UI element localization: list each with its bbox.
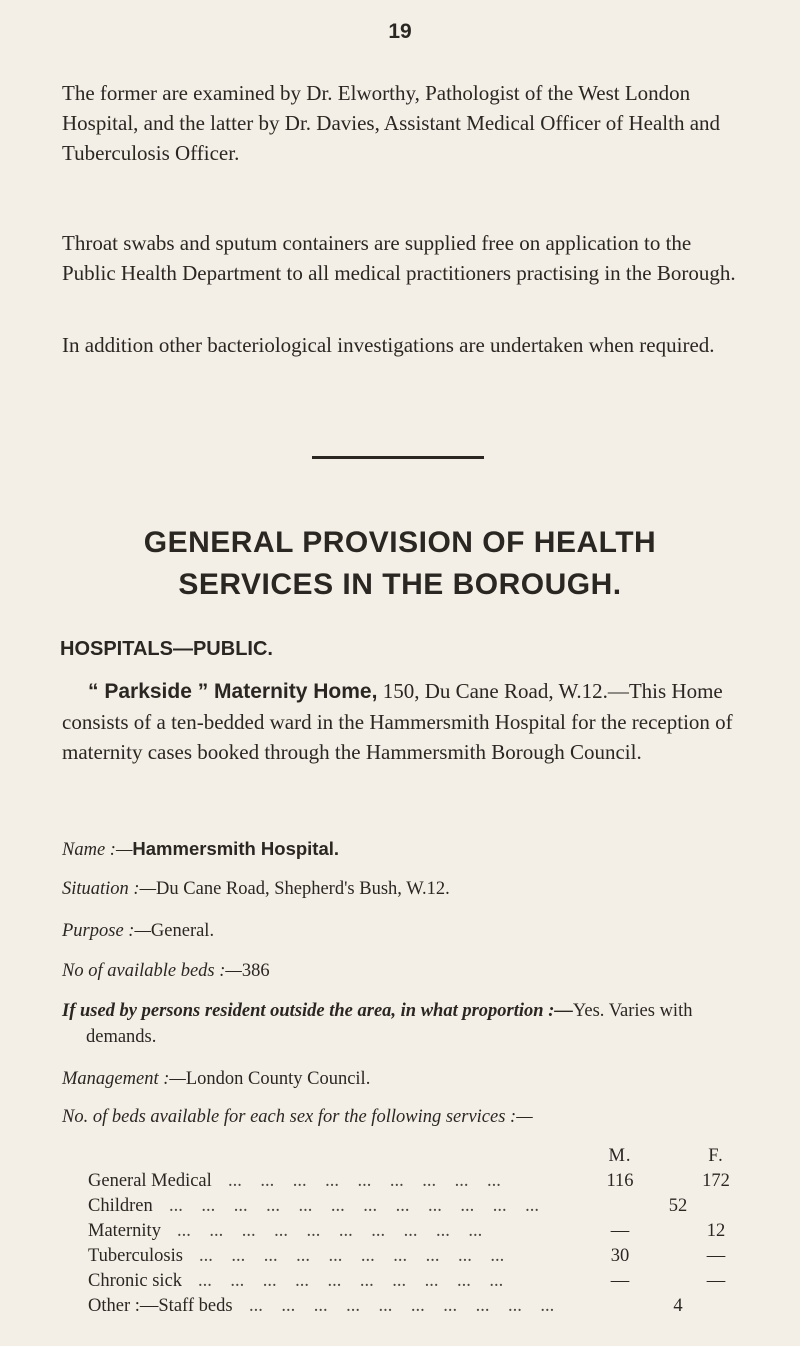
row-male-value: 116 bbox=[606, 1171, 634, 1191]
field-purpose-label: Purpose :— bbox=[62, 921, 151, 941]
dot-leader: ... ... ... ... ... ... ... ... ... ... bbox=[199, 1246, 523, 1266]
table-row bbox=[88, 1221, 748, 1246]
field-outside-residents-value: Yes. Varies with demands. bbox=[86, 1001, 693, 1047]
page-number: 19 bbox=[388, 20, 412, 43]
row-female-value: — bbox=[706, 1271, 726, 1291]
parkside-title: “ Parkside ” Maternity Home, bbox=[88, 680, 378, 703]
row-female-value: — bbox=[706, 1246, 726, 1266]
dot-leader: ... ... ... ... ... ... ... ... ... ... bbox=[198, 1271, 522, 1291]
dot-leader: ... ... ... ... ... ... ... ... ... ... bbox=[249, 1296, 573, 1316]
field-situation-label: Situation :— bbox=[62, 879, 157, 899]
main-title-line2: SERVICES IN THE BOROUGH. bbox=[178, 568, 622, 601]
row-female-value: 12 bbox=[706, 1221, 726, 1241]
field-management-label: Management :— bbox=[62, 1069, 186, 1089]
paragraph-parkside bbox=[62, 676, 742, 767]
table-row bbox=[88, 1196, 748, 1221]
header-male: M. bbox=[608, 1146, 632, 1166]
parkside-text: 150, Du Cane Road, W.12.—This Home consists of a ten-bedded ward in the Hammersmith Hospital for the reception of maternity cases booked through the Hammersmith Borough Council. bbox=[62, 679, 733, 764]
section-divider bbox=[312, 456, 484, 459]
row-label: Children bbox=[88, 1196, 153, 1216]
row-label: Other :—Staff beds bbox=[88, 1296, 233, 1316]
table-row bbox=[88, 1271, 748, 1296]
field-situation bbox=[62, 876, 742, 902]
main-title-line1: GENERAL PROVISION OF HEALTH bbox=[143, 526, 657, 559]
table-row bbox=[88, 1296, 748, 1321]
row-combined-value: 52 bbox=[668, 1196, 688, 1216]
table-row bbox=[88, 1171, 748, 1196]
row-label: General Medical bbox=[88, 1171, 212, 1191]
row-male-value: 30 bbox=[610, 1246, 630, 1266]
field-outside-residents-label: If used by persons resident outside the area, in what proportion :— bbox=[62, 1001, 573, 1021]
field-purpose bbox=[62, 918, 742, 944]
field-available-beds-value: 386 bbox=[241, 961, 270, 981]
row-combined-value: 4 bbox=[673, 1296, 683, 1316]
table-row bbox=[88, 1246, 748, 1271]
field-outside-residents bbox=[62, 998, 766, 1050]
paragraph-bacteriological: In addition other bacteriological investigations are undertaken when required. bbox=[62, 333, 715, 357]
row-label: Tuberculosis bbox=[88, 1246, 183, 1266]
field-services-heading bbox=[62, 1104, 742, 1130]
field-name-value: Hammersmith Hospital. bbox=[132, 838, 340, 859]
header-female: F. bbox=[708, 1146, 724, 1166]
field-management-value: London County Council. bbox=[185, 1069, 371, 1089]
field-available-beds bbox=[62, 958, 742, 984]
field-purpose-value: General. bbox=[150, 921, 215, 941]
section-heading-hospitals-public: HOSPITALS—PUBLIC. bbox=[60, 638, 273, 660]
row-label: Maternity bbox=[88, 1221, 161, 1241]
field-name-label: Name :— bbox=[62, 840, 133, 860]
field-name bbox=[62, 836, 742, 863]
row-label: Chronic sick bbox=[88, 1271, 183, 1291]
field-situation-value: Du Cane Road, Shepherd's Bush, W.12. bbox=[156, 879, 450, 899]
paragraph-pathologists: The former are examined by Dr. Elworthy, Pathologist of the West London Hospital, and the latter by Dr. Davies, Assistant Medical Officer of Health and Tuberculosis Officer. bbox=[62, 81, 721, 165]
beds-table bbox=[88, 1146, 748, 1321]
row-female-value: 172 bbox=[702, 1171, 730, 1191]
field-available-beds-label: No of available beds :— bbox=[62, 961, 242, 981]
row-male-value: — bbox=[610, 1221, 630, 1241]
dot-leader: ... ... ... ... ... ... ... ... ... bbox=[228, 1171, 520, 1191]
main-title bbox=[0, 522, 800, 606]
table-header-row bbox=[88, 1146, 748, 1171]
field-services-label: No. of beds available for each sex for the following services :— bbox=[62, 1107, 533, 1127]
row-male-value: — bbox=[610, 1271, 630, 1291]
paragraph-throat-swabs: Throat swabs and sputum containers are supplied free on application to the Public Health Department to all medical practitioners practising in the Borough. bbox=[62, 231, 736, 285]
field-management bbox=[62, 1066, 742, 1092]
dot-leader: ... ... ... ... ... ... ... ... ... ... bbox=[177, 1221, 501, 1241]
dot-leader: ... ... ... ... ... ... ... ... ... ... ... ... bbox=[169, 1196, 558, 1216]
